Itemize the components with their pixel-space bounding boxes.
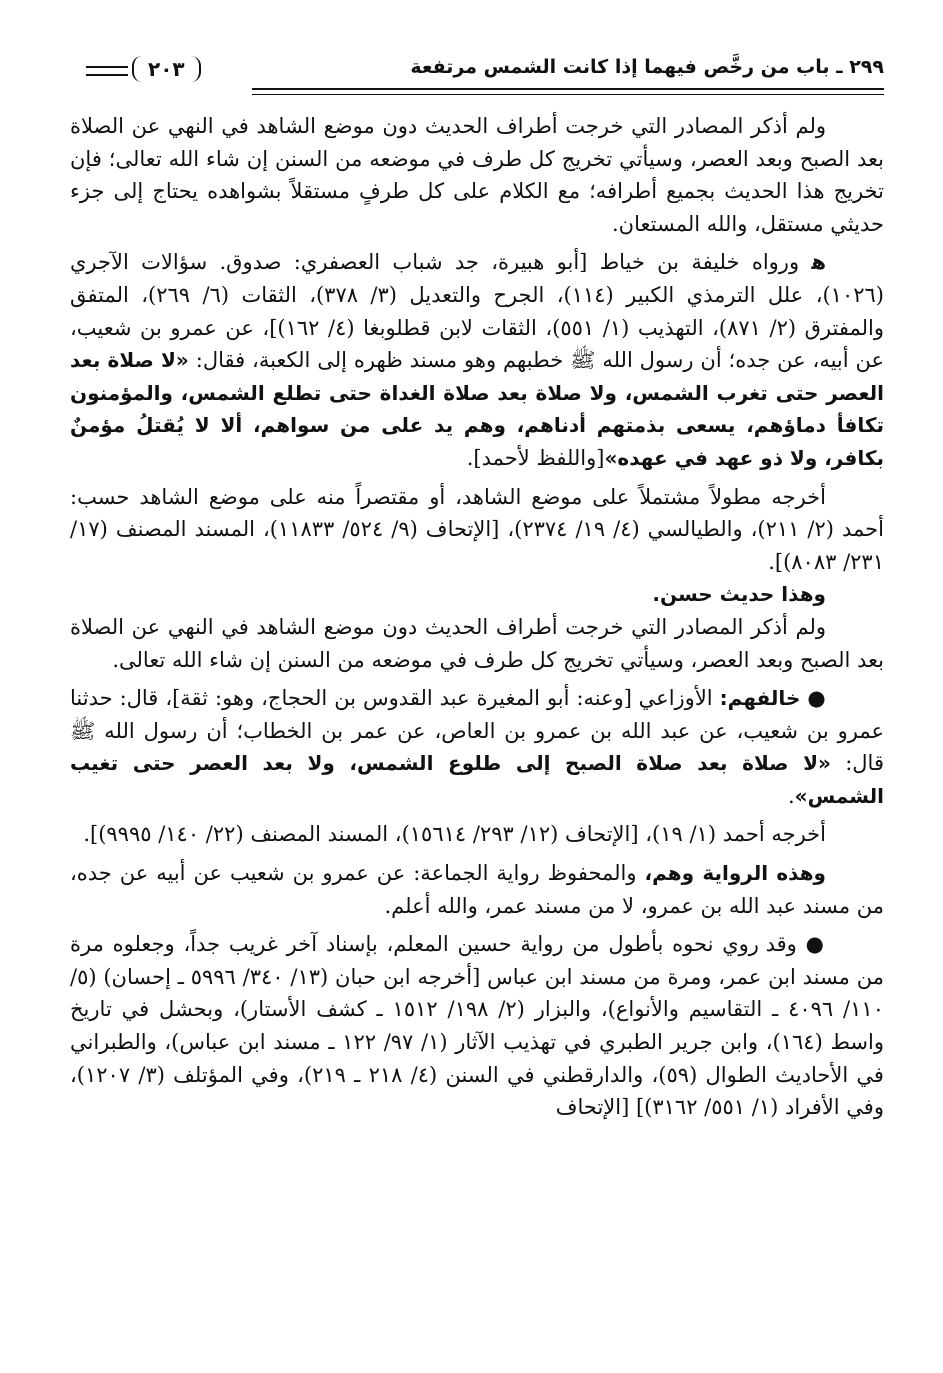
paragraph bbox=[70, 928, 884, 1124]
paragraph-text: وقد روي نحوه بأطول من رواية حسين المعلم، بإسناد آخر غريب جداً، وجعلوه مرة من مسند ابن عمر، ومرة من مسند ابن عباس [أخرجه ابن حبان (١٣/ ٣٤٠/ ٥٩٩٦ ـ إحسان) (٥/ ١١٠/ ٤٠٩٦ ـ التقاسيم والأنواع)، والبزار (٢/ ١٩٨/ ١٥١٢ ـ كشف الأستار)، وبحشل في تاريخ واسط (١٦٤)، وابن جرير الطبري في تهذيب الآثار (١/ ٩٧/ ١٢٢ ـ مسند ابن عباس)، والطبراني في الأحاديث الطوال (٥٩)، والدارقطني في السنن (٤/ ٢١٨ ـ ٢١٩)، وفي المؤتلف (٣/ ١٢٠٧)، وفي الأفراد (١/ ٥٥١/ ٣١٦٢)] [الإتحاف bbox=[70, 932, 884, 1120]
paragraph-lead: خالفهم: bbox=[719, 686, 801, 711]
page-number: ٢٠٣ bbox=[132, 56, 201, 82]
paragraph-text: ولم أذكر المصادر التي خرجت أطراف الحديث دون موضع الشاهد في النهي عن الصلاة بعد الصبح وبعد العصر، وسيأتي تخريج كل طرف في موضعه من السنن إن شاء الله تعالى؛ فإن تخريج هذا الحديث بجميع أطرافه؛ مع الكلام على كل طرفٍ مستقلاً بشواهده يحتاج إلى جزء حديثي مستقل، والله المستعان. bbox=[70, 114, 884, 236]
running-title: ٢٩٩ ـ باب من رخَّص فيهما إذا كانت الشمس مرتفعة bbox=[410, 56, 884, 78]
paragraph-text: ولم أذكر المصادر التي خرجت أطراف الحديث دون موضع الشاهد في النهي عن الصلاة بعد الصبح وبعد العصر، وسيأتي تخريج كل طرف في موضعه من السنن إن شاء الله تعالى. bbox=[70, 614, 884, 672]
paragraph-text: أخرجه أحمد (١/ ١٩)، [الإتحاف (١٢/ ٢٩٣/ ١٥٦١٤)، المسند المصنف (٢٢/ ١٤٠/ ٩٩٩٥)]. bbox=[83, 822, 826, 847]
bullet-icon: ● bbox=[807, 686, 826, 711]
paragraph bbox=[70, 578, 884, 611]
bullet-icon: ● bbox=[805, 932, 827, 957]
paragraph bbox=[70, 481, 884, 579]
header-rule bbox=[252, 88, 884, 95]
paragraph-text: والمحفوظ رواية الجماعة: عن عمرو بن شعيب عن أبيه عن جده، من مسند عبد الله بن عمرو، لا من مسند عمر، والله أعلم. bbox=[70, 861, 884, 918]
paragraph-marker: ﻫ bbox=[811, 250, 826, 275]
paragraph-note: . bbox=[787, 783, 795, 808]
hadith-text: «لا صلاة بعد العصر حتى تغرب الشمس، ولا صلاة بعد صلاة الغداة حتى تطلع الشمس، والمؤمنون تكافأ دماؤهم، يسعى بذمتهم أدناهم، وهم يد على من سواهم، ألا لا يُقتلُ مؤمنٌ بكافر، ولا ذو عهد في عهده» bbox=[70, 348, 884, 470]
paragraph bbox=[70, 818, 884, 851]
paragraph-text: ورواه خليفة بن خياط [أبو هبيرة، جد شباب العصفري: صدوق. سؤالات الآجري (١٠٢٦)، علل الترمذي الكبير (١١٤)، الجرح والتعديل (٣/ ٣٧٨)، الثقات (٦/ ٢٦٩)، المتفق والمفترق (٢/ ٨٧١)، التهذيب (١/ ٥٥١)، الثقات لابن قطلوبغا (٤/ ١٦٢)]، عن عمرو بن شعيب، عن أبيه، عن جده؛ أن رسول الله ﷺ خطبهم وهو مسند ظهره إلى الكعبة، فقال: bbox=[70, 250, 885, 373]
header-ornament-rule bbox=[86, 66, 128, 76]
paragraph-text: الأوزاعي [وعنه: أبو المغيرة عبد القدوس بن الحجاج، وهو: ثقة]، قال: حدثنا عمرو بن شعيب، عن عبد الله بن عمرو بن العاص، عن عمر بن الخطاب؛ أن رسول الله ﷺ قال: bbox=[70, 686, 884, 776]
hadith-text: «لا صلاة بعد صلاة الصبح إلى طلوع الشمس، ولا بعد العصر حتى تغيب الشمس» bbox=[70, 751, 884, 808]
paragraph-note: [واللفظ لأحمد]. bbox=[466, 445, 605, 470]
paragraph bbox=[70, 857, 884, 922]
paragraph bbox=[70, 110, 884, 240]
paragraph-text: أخرجه مطولاً مشتملاً على موضع الشاهد، أو مقتصراً منه على موضع الشاهد حسب: أحمد (٢/ ٢١١)، والطيالسي (٤/ ١٩/ ٢٣٧٤)، [الإتحاف (٩/ ٥٢٤/ ١١٨٣٣)، المسند المصنف (١٧/ ٢٣١/ ٨٠٨٣)]. bbox=[70, 484, 884, 574]
paragraph bbox=[70, 682, 884, 812]
paragraph-lead: وهذه الرواية وهم، bbox=[644, 861, 826, 886]
paragraph bbox=[70, 246, 884, 474]
page-body bbox=[70, 110, 884, 1124]
page-header bbox=[84, 52, 884, 98]
verdict-text: وهذا حديث حسن. bbox=[652, 582, 826, 607]
paragraph bbox=[70, 611, 884, 676]
